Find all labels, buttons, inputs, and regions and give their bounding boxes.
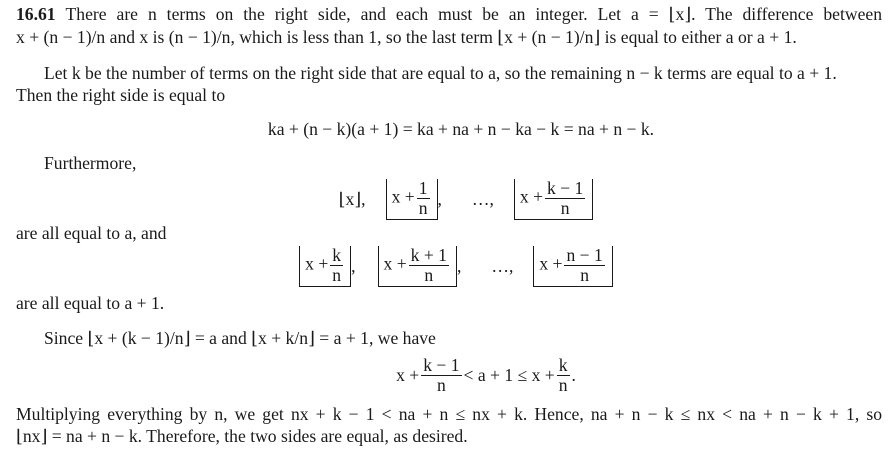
solution-line-2: x + (n − 1)/n and x is (n − 1)/n, which is less than 1, so the last term ⌊x + (n − 1)/n⌋ is equal to either a or a + 1. [16,27,797,47]
since-text: Since ⌊x + (k − 1)/n⌋ = a and ⌊x + k/n⌋ = a + 1, we have [44,328,436,348]
ellipsis-2: …, [491,255,514,276]
inequality: x + $\frac{k - 1}{n}$ < a + 1 ≤ x + $\frac{k}{n}$ . [396,354,576,395]
floor-x-plus-k-minus-1-over-n: x + $\frac{k - 1}{n}$ [514,179,593,220]
multiplying-line-1: Multiplying everything by n, we get nx + k − 1 < na + n ≤ nx + k. Hence, na + n − k ≤ nx < na + n − k + 1, so [16,404,882,424]
solution-text-1: There are n terms on the right side, and each must be an integer. Let a = ⌊x⌋. The difference between [65,4,882,24]
ellipsis-1: …, [471,188,494,209]
floor-row-a: ⌊x⌋, x + $\frac{1}{n}$ , …, x + $\frac{k - 1}{n}$ [0,176,892,222]
equal-to-a-plus-1-text: are all equal to a + 1. [16,293,165,313]
furthermore-text: Furthermore, [44,153,137,173]
floor-x-plus-k-plus-1-over-n: x + $\frac{k + 1}{n}$ [378,246,457,287]
multiplying-line-2: ⌊nx⌋ = na + n − k. Therefore, the two sides are equal, as desired. [16,426,468,446]
equation-sum: ka + (n − k)(a + 1) = ka + na + n − ka − k = na + n − k. [267,119,655,139]
floor-x-plus-n-minus-1-over-n: x + $\frac{n - 1}{n}$ [533,246,612,287]
paragraph-2-line-1: Let k be the number of terms on the right side that are equal to a, so the remaining n − k terms are equal to a + 1. [44,63,837,83]
solution-line-1 [16,4,882,25]
equal-to-a-text: are all equal to a, and [16,223,167,243]
paragraph-2-line-2: Then the right side is equal to [16,85,226,105]
floor-x-plus-k-over-n: x + $\frac{k}{n}$ [299,246,351,287]
floor-x: ⌊x⌋, [338,188,366,209]
floor-x-plus-1-over-n: x + $\frac{1}{n}$ [386,179,438,220]
floor-row-a-plus-1: x + $\frac{k}{n}$ , x + $\frac{k + 1}{n}$ , …, x + $\frac{n - 1}{n}$ [0,242,892,290]
problem-number: 16.61 [16,4,56,24]
